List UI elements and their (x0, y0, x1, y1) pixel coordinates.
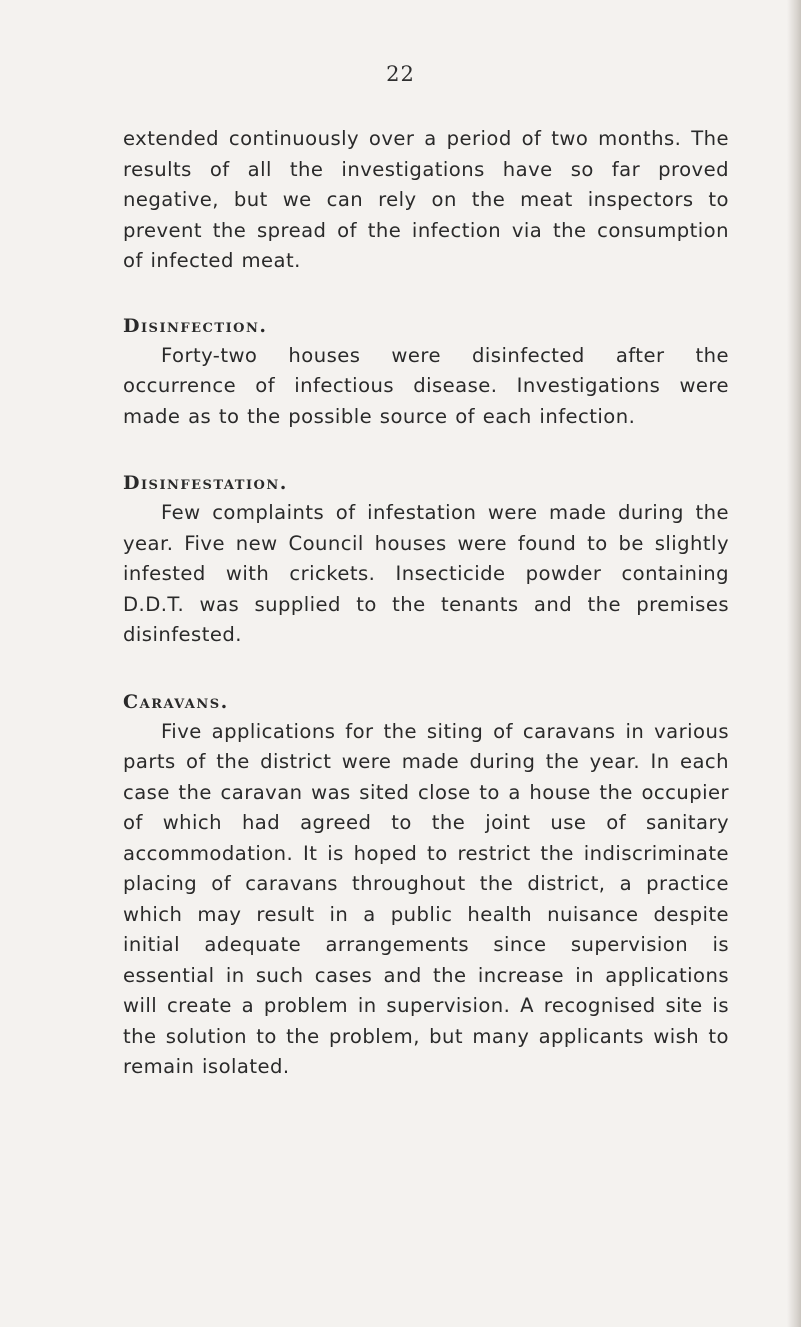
section-heading: Disinfection. (123, 314, 268, 337)
section-paragraph: Few complaints of infestation were made during the year. Five new Council houses were found to be slightly infested with crickets. Insecticide powder containing D.D.T. was supplied to the tenants and the premises disinfested. (123, 501, 729, 646)
section-caravans (123, 687, 729, 1083)
section-heading: Disinfestation. (123, 472, 288, 494)
page-edge-shadow (787, 0, 801, 1327)
section-paragraph: Five applications for the siting of caravans in various parts of the district were made during the year. In each case the caravan was sited close to a house the occupier of which had agreed to the joint use of sanitary accommodation. It is hoped to restrict the indiscriminate placing of caravans throughout the district, a practice which may result in a public health nuisance despite initial adequate arrangements since supervision is essential in such cases and the increase in applications will create a problem in supervision. A recognised site is the solution to the problem, but many applicants wish to remain isolated. (123, 719, 729, 1078)
page-number: 22 (386, 62, 415, 86)
section-disinfestation (123, 468, 729, 651)
continuation-paragraph: extended continuously over a period of two months. The results of all the investigations have so far proved negative, but we can rely on the meat inspectors to prevent the spread of the infection via the consumption of infected meat. (123, 127, 729, 272)
section-heading: Caravans. (123, 690, 229, 713)
document-body (123, 124, 729, 1083)
section-disinfection (123, 311, 729, 433)
section-paragraph: Forty-two houses were disinfected after the occurrence of infectious disease. Investigations were made as to the possible source of each infection. (123, 343, 729, 428)
